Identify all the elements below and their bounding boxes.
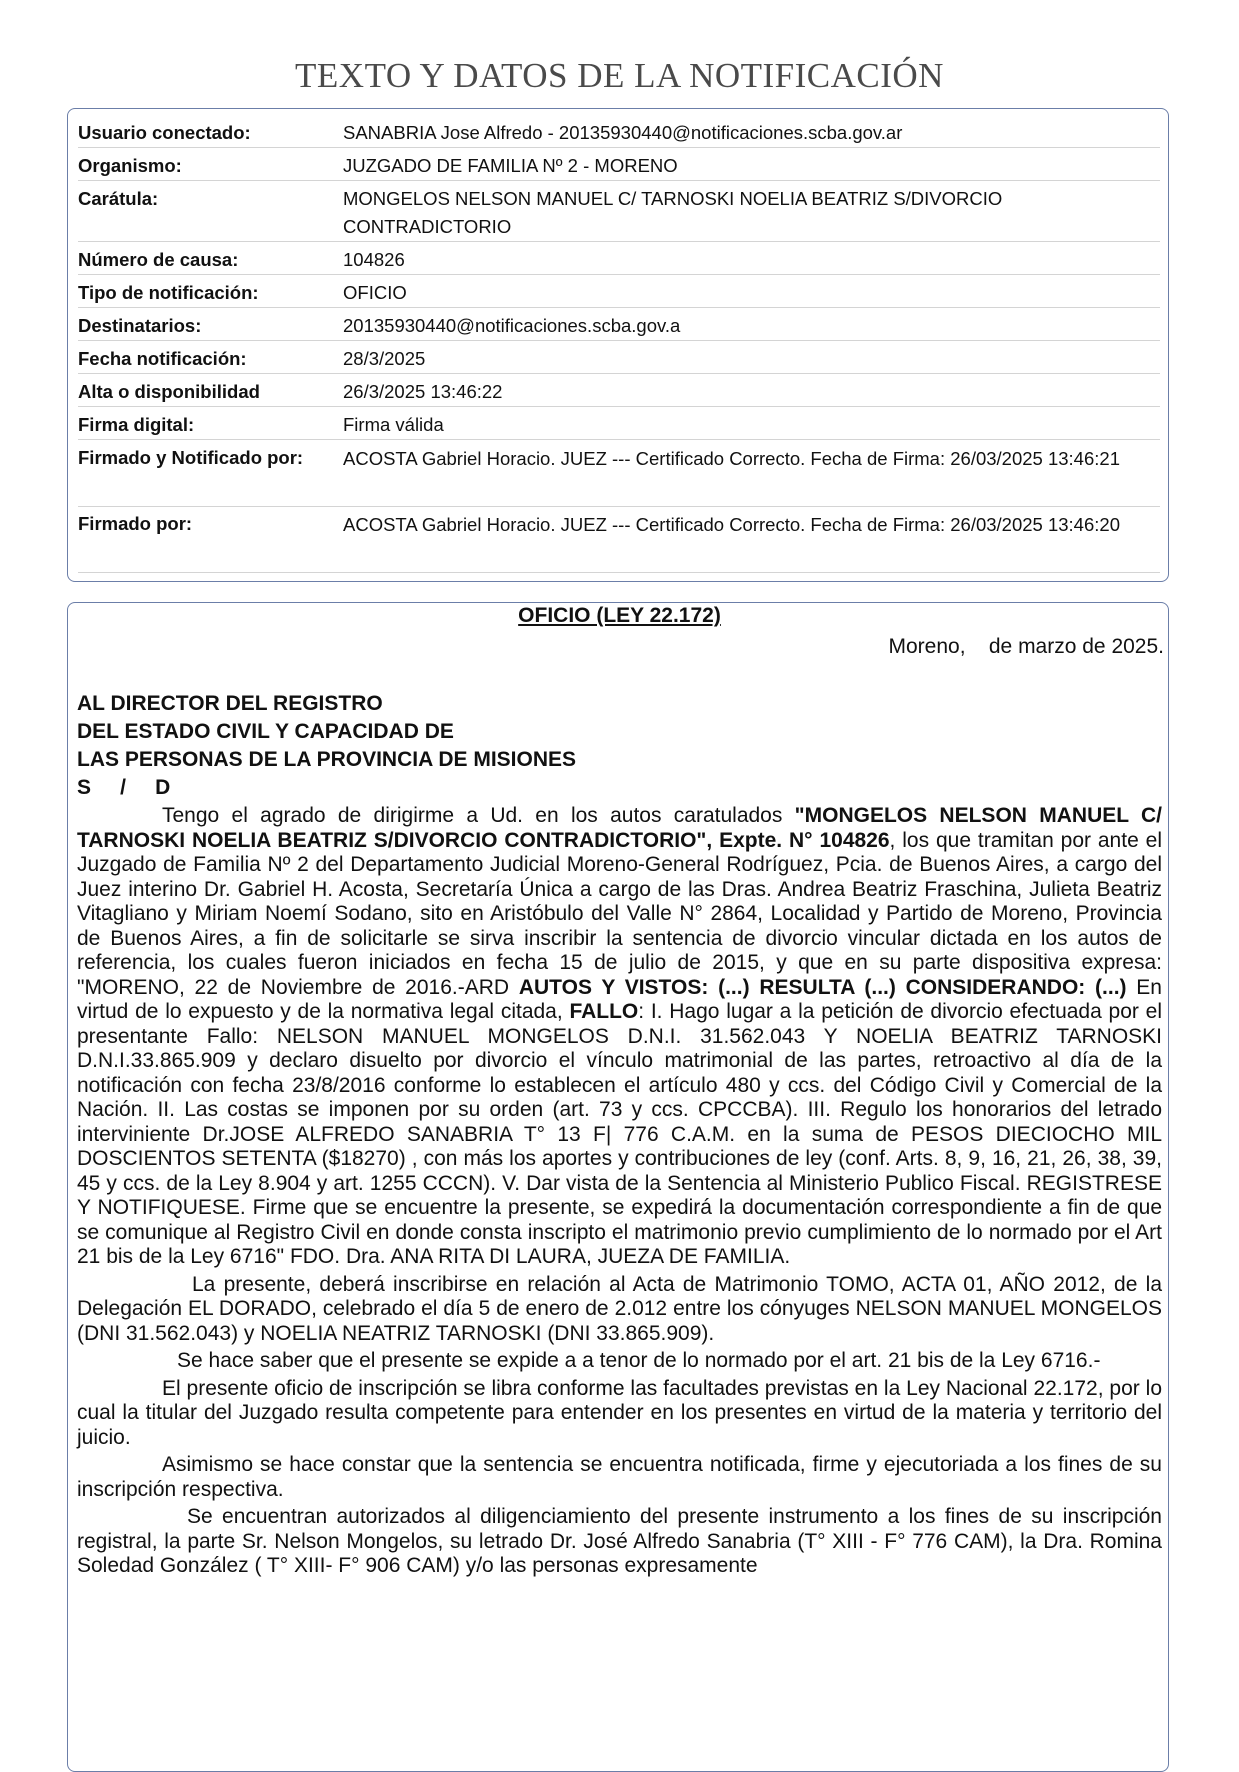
firmado-notificado-value: ACOSTA Gabriel Horacio. JUEZ --- Certificado Correcto. Fecha de Firma: 26/03/2025 13:46:21 [343,448,1120,469]
row-firmado-notificado [78,444,1160,507]
row-firma-digital [78,411,1160,440]
row-alta [78,378,1160,407]
paragraph-2: La presente, deberá inscribirse en relación al Acta de Matrimonio TOMO, ACTA 01, AÑO 2012, de la Delegación EL DORADO, celebrado el día 5 de enero de 2.012 entre los cónyuges NELSON MANUEL MONGELOS (DNI 31.562.043) y NOELIA NEATRIZ TARNOSKI (DNI 33.865.909). [77,1272,1162,1345]
firma-digital-label: Firma digital: [78,414,195,435]
p1-case-title: "MONGELOS NELSON MANUEL C/ TARNOSKI NOELIA BEATRIZ S/DIVORCIO CONTRADICTORIO", Expte. N° 104826 [77,804,1162,852]
paragraph-1 [77,804,1162,1270]
destinatarios-label: Destinatarios: [78,315,202,336]
p1-text-e: En virtud de lo expuesto y de la normativa legal citada, [77,975,1162,1023]
addressee-block [77,690,576,802]
fecha-value: 28/3/2025 [343,348,426,369]
p1-text-g: : I. Hago lugar a la petición de divorcio efectuada por el presentante Fallo: NELSON MANUEL MONGELOS D.N.I. 31.562.043 Y NOELIA BEATRIZ TARNOSKI D.N.I.33.865.909 y declaro disuelto por divorcio el vínculo matrimonial de las partes, retroactivo al día de la notificación con fecha 23/8/2016 conforme lo establecen el artículo 480 y ccs. del Código Civil y Comercial de la Nación. II. Las costas se imponen por su orden (art. 73 y ccs. CPCCBA). III. Regulo los honorarios del letrado interviniente Dr.JOSE ALFREDO SANABRIA T° 13 F| 776 C.A.M. en la suma de PESOS DIECIOCHO MIL DOSCIENTOS SETENTA ($18270) , con más los aportes y contribuciones de ley (conf. Arts. 8, 9, 16, 21, 26, 38, 39, 45 y ccs. de la Ley 8.904 y art. 1255 CCCN). V. Dar vista de la Sentencia al Ministerio Publico Fiscal. REGISTRESE Y NOTIFIQUESE. Firme que se encuentre la presente, se expedirá la documentación correspondiente a fin de que se comunique al Registro Civil en donde consta inscripto el matrimonio previo cumplimiento de lo normado por el Art 21 bis de la Ley 6716" FDO. Dra. ANA RITA DI LAURA, JUEZA DE FAMILIA. [77,1000,1162,1268]
paragraph-3: Se hace saber que el presente se expide a a tenor de lo normado por el art. 21 bis de la Ley 6716.- [177,1349,1101,1372]
alta-value: 26/3/2025 13:46:22 [343,381,503,402]
numero-causa-value: 104826 [343,249,405,270]
destinatarios-value: 20135930440@notificaciones.scba.gov.a [343,315,681,336]
paragraph-4: El presente oficio de inscripción se libra conforme las facultades previstas en la Ley Nacional 22.172, por lo cual la titular del Juzgado resulta competente para entender en los presentes en virtud de la materia y territorio del juicio. [77,1376,1162,1449]
row-tipo [78,279,1160,308]
page-title: TEXTO Y DATOS DE LA NOTIFICACIÓN [295,56,944,95]
organismo-label: Organismo: [78,155,182,176]
firma-digital-value: Firma válida [343,414,444,435]
addressee-line-3: LAS PERSONAS DE LA PROVINCIA DE MISIONES [77,748,577,771]
notification-data-panel [67,108,1169,582]
row-numero-causa [78,246,1160,275]
row-usuario [78,119,1160,148]
paragraph-6: Se encuentran autorizados al diligenciamiento del presente instrumento a los fines de su inscripción registral, la parte Sr. Nelson Mongelos, su letrado Dr. José Alfredo Sanabria (T° XIII - F° 776 CAM), la Dra. Romina Soledad González ( T° XIII- F° 906 CAM) y/o las personas expresamente [77,1505,1162,1577]
addressee-line-2: DEL ESTADO CIVIL Y CAPACIDAD DE [77,720,454,743]
fecha-label: Fecha notificación: [78,348,247,369]
firmado-label: Firmado por: [78,513,193,534]
document-body [77,804,1162,1582]
p1-fallo: FALLO [569,1000,639,1023]
caratula-value: MONGELOS NELSON MANUEL C/ TARNOSKI NOELIA BEATRIZ S/DIVORCIO CONTRADICTORIO [343,188,1003,237]
row-caratula [78,185,1160,242]
row-firmado [78,510,1160,573]
document-date: Moreno, de marzo de 2025. [888,635,1164,658]
row-destinatarios [78,312,1160,341]
tipo-value: OFICIO [343,282,407,303]
firmado-value: ACOSTA Gabriel Horacio. JUEZ --- Certificado Correcto. Fecha de Firma: 26/03/2025 13:46:20 [343,514,1120,535]
organismo-value: JUZGADO DE FAMILIA Nº 2 - MORENO [343,155,678,176]
caratula-label: Carátula: [78,188,159,209]
p1-autos-vistos: AUTOS Y VISTOS: (...) RESULTA (...) CONSIDERANDO: (...) [518,975,1127,999]
p1-text-c: , los que tramitan por ante el Juzgado de Familia Nº 2 del Departamento Judicial Moreno-General Rodríguez, Pcia. de Buenos Aires, a cargo del Juez interino Dr. Gabriel H. Acosta, Secretaría Única a cargo de las Dras. Andrea Beatriz Fraschina, Julieta Beatriz Vitagliano y Miriam Noemí Sodano, sito en Aristóbulo del Valle N° 2864, Localidad y Partido de Moreno, Provincia de Buenos Aires, a fin de solicitarle se sirva inscribir la sentencia de divorcio vincular dictada en los autos de referencia, los cuales fueron iniciados en fecha 15 de julio de 2015, y que en su parte dispositiva expresa: "MORENO, 22 de Noviembre de 2016.-ARD [77,828,1162,999]
alta-label: Alta o disponibilidad [78,381,260,402]
firmado-notificado-label: Firmado y Notificado por: [78,447,304,468]
p1-text-a: Tengo el agrado de dirigirme a Ud. en los autos caratulados [162,804,795,827]
usuario-label: Usuario conectado: [78,122,251,143]
row-organismo [78,152,1160,181]
usuario-value: SANABRIA Jose Alfredo - 20135930440@notificaciones.scba.gov.ar [343,122,903,143]
numero-causa-label: Número de causa: [78,249,239,270]
paragraph-5: Asimismo se hace constar que la sentencia se encuentra notificada, firme y ejecutoriada a los fines de su inscripción respectiva. [77,1453,1162,1501]
oficio-title: OFICIO (LEY 22.172) [518,604,721,627]
tipo-label: Tipo de notificación: [78,282,259,303]
addressee-line-1: AL DIRECTOR DEL REGISTRO [77,692,383,715]
row-fecha [78,345,1160,374]
addressee-line-4: S / D [77,776,171,799]
